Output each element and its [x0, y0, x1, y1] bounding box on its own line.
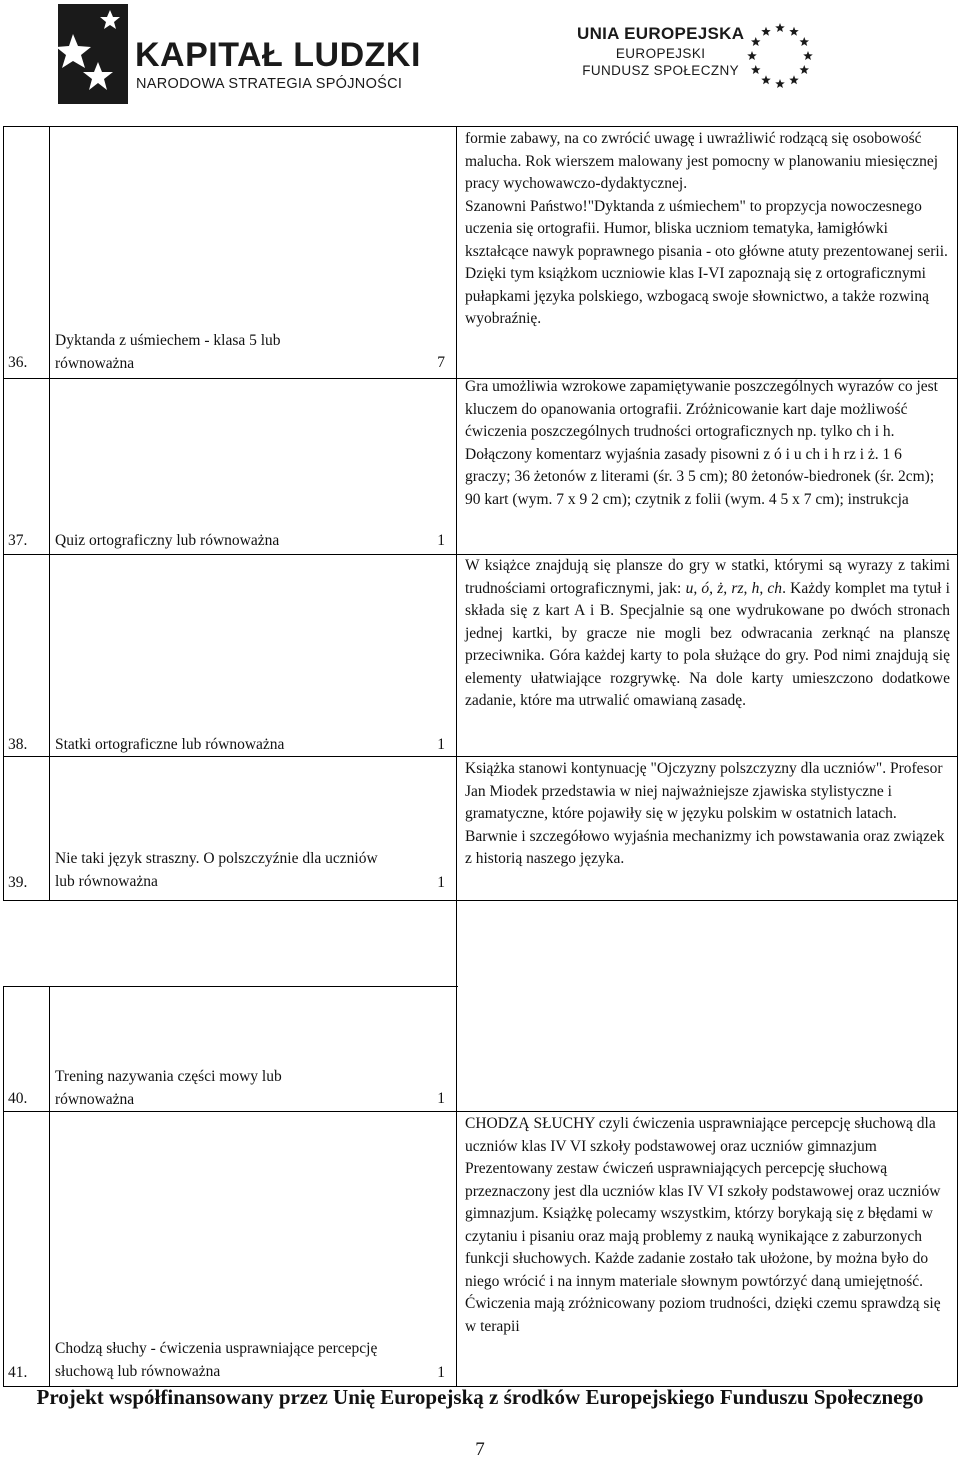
row-38-description-part-1: W książce znajdują się plansze do gry w statki, którymi są wyrazy z takimi trudnościami ortograficznymi, jak:: [465, 557, 950, 597]
row-40-quantity: 1: [437, 1090, 445, 1107]
row-38-description-part-2: . Każdy komplet ma tytuł i składa się z kart A i B. Specjalnie są one wydrukowane po dwóch stronach jednej kartki, by gracze nie mogli bez odwracania zerknąć na planszę przeciwnika. Góra każdej karty to pola służące do gry. Pod nimi znajdują się elementy ułatwiające rozgrywkę. Na dole karty umieszczono dodatkowe zadanie, które ma utrwalić omawianą zasadę.: [465, 579, 950, 709]
row-41-number: 41.: [8, 1364, 28, 1381]
row-36-description: [465, 128, 950, 331]
row-41-description-para-1: CHODZĄ SŁUCHY czyli ćwiczenia usprawniające percepcję słuchową dla uczniów klas IV VI szkoły podstawowej oraz uczniów gimnazjum: [465, 1115, 936, 1155]
eu-star-icon: [761, 75, 771, 84]
row-36-quantity: 7: [437, 354, 445, 371]
row-39-number: 39.: [8, 874, 28, 891]
row-39-description: [465, 758, 950, 871]
kapital-ludzki-logo: [58, 4, 128, 104]
eu-star-icon: [803, 51, 813, 60]
eu-star-icon: [799, 37, 809, 46]
row-38-quantity: 1: [437, 736, 445, 753]
row-37-title: Quiz ortograficzny lub równoważna: [55, 532, 280, 549]
eu-star-icon: [789, 27, 799, 36]
eu-stars-icon: [740, 16, 820, 96]
row-38-number: 38.: [8, 736, 28, 753]
row-36-title: Dyktanda z uśmiechem - klasa 5 lub równoważna: [55, 332, 281, 372]
eu-star-icon: [761, 27, 771, 36]
eu-logo-line1: UNIA EUROPEJSKA: [577, 24, 745, 43]
row-37-number: 37.: [8, 532, 28, 549]
row-41-quantity: 1: [437, 1364, 445, 1381]
eu-star-icon: [747, 51, 757, 60]
row-38-description: [465, 555, 950, 713]
eu-logo-line2: EUROPEJSKI: [615, 46, 706, 61]
eu-star-icon: [789, 75, 799, 84]
funding-footer: Projekt współfinansowany przez Unię Europejską z środków Europejskiego Funduszu Społecznego: [36, 1385, 924, 1409]
eu-star-icon: [775, 79, 785, 88]
row-40-number: 40.: [8, 1090, 28, 1107]
row-38-title: Statki ortograficzne lub równoważna: [55, 736, 285, 753]
kapital-ludzki-subtitle: NARODOWA STRATEGIA SPÓJNOŚCI: [136, 76, 403, 92]
row-38-description-letters: u, ó, ż, rz, h, ch: [685, 579, 783, 597]
page-header: [0, 0, 960, 118]
row-39-description-para-1: Książka stanowi kontynuację "Ojczyzny polszczyzny dla uczniów". Profesor Jan Miodek przedstawia w niej najważniejsze zjawiska stylistyczne i gramatyczne, które pojawiły się w języku polskim w ostatnich latach. Barwnie i szczegółowo wyjaśnia mechanizmy ich powstawania oraz związek z historią naszego języka.: [465, 760, 945, 867]
row-36-description-para-1: formie zabawy, na co zwrócić uwagę i uwrażliwić rodzącą się osobowość malucha. Rok wierszem malowany jest pomocny w planowaniu miesięcznej pracy wychowawczo-dydaktycznej.: [465, 130, 939, 192]
row-37-description-para-1: Gra umożliwia wzrokowe zapamiętywanie poszczególnych wyrazów co jest kluczem do opanowania ortografii. Zróżnicowanie kart daje możliwość ćwiczenia poszczególnych trudności ortograficznych np. tylko ch i h. Dołączony komentarz wyjaśnia zasady pisowni z ó i u ch i h rz i ż. 1 6 graczy; 36 żetonów z literami (śr. 3 5 cm); 80 żetonów-biedronek (śr. 2cm); 90 kart (wym. 7 x 9 2 cm); czytnik z folii (wym. 4 5 x 7 cm); instrukcja: [465, 378, 938, 508]
row-39-title: Nie taki język straszny. O polszczyźnie dla uczniów lub równoważna: [55, 850, 378, 890]
row-40-title: Trening nazywania części mowy lub równoważna: [55, 1068, 282, 1108]
eu-logo-text: [577, 24, 744, 78]
page-number: 7: [475, 1439, 485, 1460]
eu-star-icon: [775, 23, 785, 32]
row-36-number: 36.: [8, 354, 28, 371]
kapital-ludzki-title: KAPITAŁ LUDZKI: [135, 36, 421, 74]
eu-star-icon: [751, 37, 761, 46]
row-37-description: [465, 376, 950, 511]
eu-logo-line3: FUNDUSZ SPOŁECZNY: [582, 63, 740, 78]
eu-star-icon: [751, 65, 761, 74]
eu-star-icon: [799, 65, 809, 74]
row-41-description-para-2: Prezentowany zestaw ćwiczeń usprawniających percepcję słuchową przeznaczony jest dla uczniów klas IV VI szkoły podstawowej oraz uczniów gimnazjum. Książkę polecamy wszystkim, którzy borykają się z błędami w czytaniu i pisaniu oraz mają problemy z nauką wynikające z zaburzonych funkcji słuchowych. Każde zadanie zostało tak ułożone, by można było do niego wrócić i na innym materiale słownym powtórzyć daną umiejętność. Ćwiczenia mają zróżnicowany poziom trudności, dzięki czemu sprawdzą się w terapii: [465, 1160, 941, 1335]
row-41-title: Chodzą słuchy - ćwiczenia usprawniające percepcję słuchową lub równoważna: [55, 1340, 378, 1380]
row-36-description-para-2: Szanowni Państwo!"Dyktanda z uśmiechem" to propzycja nowoczesnego uczenia się ortografii. Humor, bliska uczniom tematyka, łamigłówki kształcące nawyk poprawnego pisania - oto główne atuty prezentowanej serii. Dzięki tym książkom uczniowie klas I-VI zapoznają się z ortograficznymi pułapkami języka polskiego, wzbogacą swoje słownictwo, a także rozwiną wyobraźnię.: [465, 197, 948, 327]
row-41-description: [465, 1113, 950, 1338]
materials-table: [0, 126, 960, 1386]
row-37-quantity: 1: [437, 532, 445, 549]
row-39-quantity: 1: [437, 874, 445, 891]
